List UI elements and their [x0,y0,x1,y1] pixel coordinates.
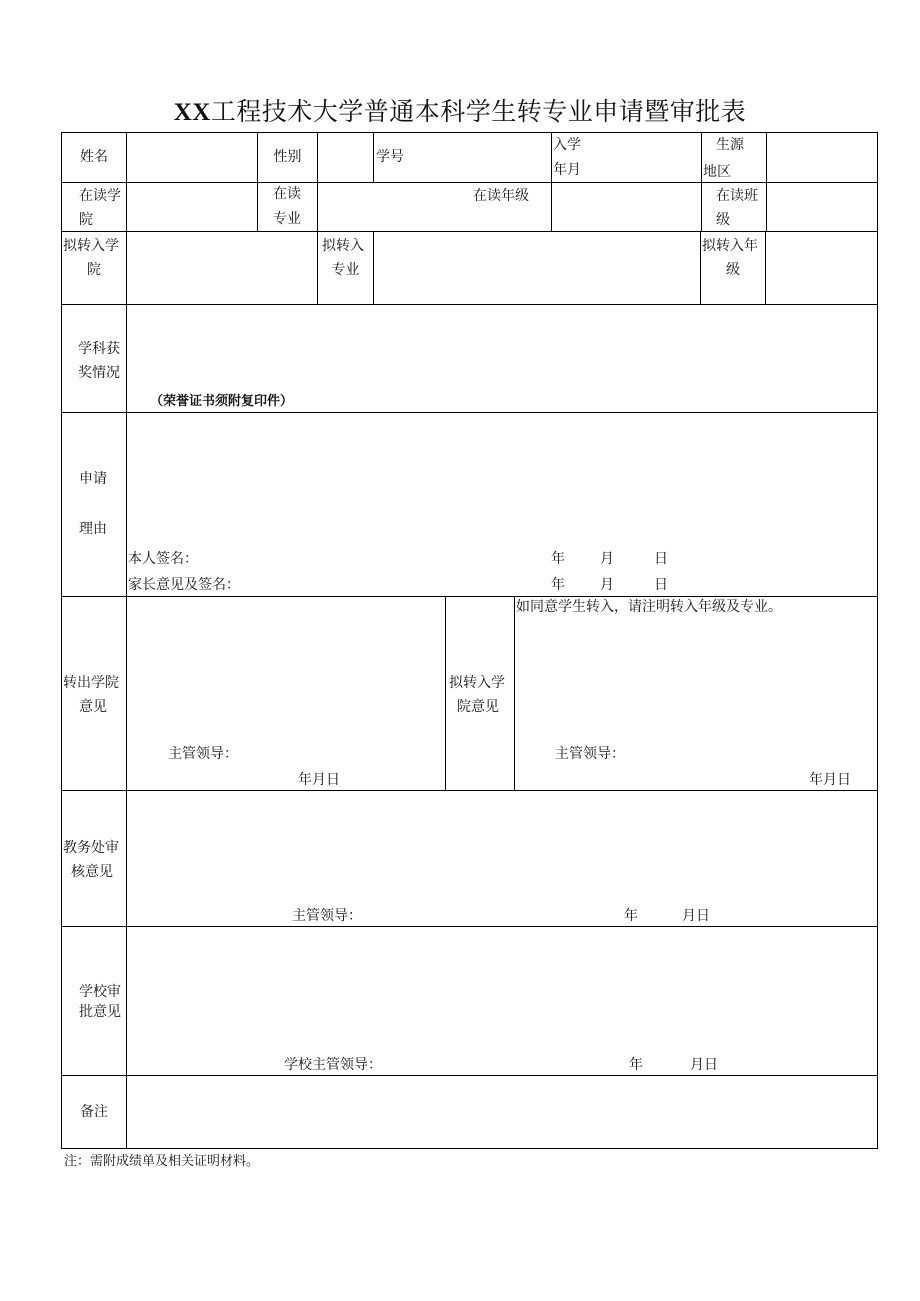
target-college-label-line2: 院 [87,262,101,278]
transfer-in-opinion-field[interactable] [515,622,877,737]
transfer-in-instruction: 如同意学生转入，请注明转入年级及专业。 [516,599,782,615]
academic-affairs-month-day: 月日 [682,908,710,924]
target-grade-field[interactable] [766,232,877,304]
transfer-in-label-line1: 拟转入学 [449,675,505,691]
current-class-field[interactable] [767,183,877,231]
current-class-label-line2: 级 [716,212,730,228]
current-major-field[interactable] [318,183,468,231]
self-sign-year: 年 [551,551,565,567]
self-sign-month: 月 [600,551,614,567]
enroll-date-label-line1: 入学 [553,137,581,153]
enroll-date-field[interactable] [586,133,701,182]
school-label-line1: 学校审 [79,984,121,1000]
target-grade-label-line1: 拟转入年 [702,238,758,254]
current-college-field[interactable] [127,183,257,231]
name-label: 姓名 [80,149,108,165]
cell-divider [445,596,446,790]
current-major-label-line2: 专业 [273,211,301,227]
remarks-field[interactable] [127,1076,877,1148]
target-grade-label-line2: 级 [726,262,740,278]
target-college-field[interactable] [127,232,317,304]
footnote: 注：需附成绩单及相关证明材料。 [64,1154,260,1169]
current-major-label-line1: 在读 [273,186,301,202]
academic-affairs-label-line1: 教务处审 [63,840,119,856]
reason-label-line1: 申请 [79,471,107,487]
current-grade-field[interactable] [552,183,701,231]
academic-affairs-year: 年 [624,908,638,924]
cell-divider [701,182,702,231]
transfer-in-label-line2: 院意见 [457,699,499,715]
reason-field[interactable] [127,413,877,543]
target-college-label-line1: 拟转入学 [63,238,119,254]
transfer-out-label-line1: 转出学院 [63,675,119,691]
awards-field[interactable] [127,305,877,390]
school-opinion-field[interactable] [127,927,877,1052]
parent-sign-month: 月 [600,577,614,593]
transfer-out-date: 年月日 [298,772,340,788]
school-month-day: 月日 [690,1057,718,1073]
target-major-label-line2: 专业 [331,262,360,278]
transfer-in-date: 年月日 [809,772,851,788]
awards-label-line1: 学科获 [78,341,120,357]
cell-divider [373,132,374,182]
name-field[interactable] [127,133,257,182]
transfer-in-leader-label: 主管领导： [555,746,625,762]
parent-sign-day: 日 [654,577,668,593]
student-id-label: 学号 [376,149,404,165]
table-border-left [61,132,62,1149]
current-college-label-line2: 院 [79,212,93,228]
awards-label-line2: 奖情况 [78,365,120,381]
origin-region-label-line2: 地区 [703,164,731,180]
table-border-bottom [61,1148,878,1149]
current-college-label-line1: 在读学 [79,188,121,204]
title-main: 工程技术大学普通本科学生转专业申请暨审批表 [210,97,747,126]
reason-label-line2: 理由 [79,521,107,537]
self-signature-label: 本人签名： [128,551,198,567]
gender-field[interactable] [318,133,373,182]
cell-divider [551,132,552,182]
self-sign-day: 日 [654,551,668,567]
current-class-label-line1: 在读班 [716,188,758,204]
parent-signature-label: 家长意见及签名： [128,577,240,593]
school-label-line2: 批意见 [79,1004,121,1020]
school-year: 年 [629,1057,643,1073]
academic-affairs-label-line2: 核意见 [71,864,113,880]
transfer-out-leader-label: 主管领导： [168,746,238,762]
academic-affairs-leader-label: 主管领导： [292,908,362,924]
academic-affairs-opinion-field[interactable] [127,791,877,901]
origin-region-label-line1: 生源 [716,137,744,153]
target-major-label-line1: 拟转入 [322,238,364,254]
student-id-field[interactable] [415,133,551,182]
school-leader-label: 学校主管领导： [284,1057,382,1073]
gender-label: 性别 [273,149,302,165]
target-major-field[interactable] [374,232,700,304]
origin-region-field[interactable] [767,133,877,182]
table-border-right [877,132,878,1149]
remarks-label: 备注 [80,1104,108,1120]
transfer-out-opinion-field[interactable] [127,597,445,737]
cell-divider [257,182,258,231]
title-prefix: XX [173,99,211,126]
awards-note: （荣誉证书须附复印件） [150,394,294,409]
enroll-date-label-line2: 年月 [553,162,581,178]
transfer-out-label-line2: 意见 [79,699,107,715]
cell-divider [701,132,702,182]
parent-sign-year: 年 [551,577,565,593]
current-grade-label: 在读年级 [473,188,529,204]
